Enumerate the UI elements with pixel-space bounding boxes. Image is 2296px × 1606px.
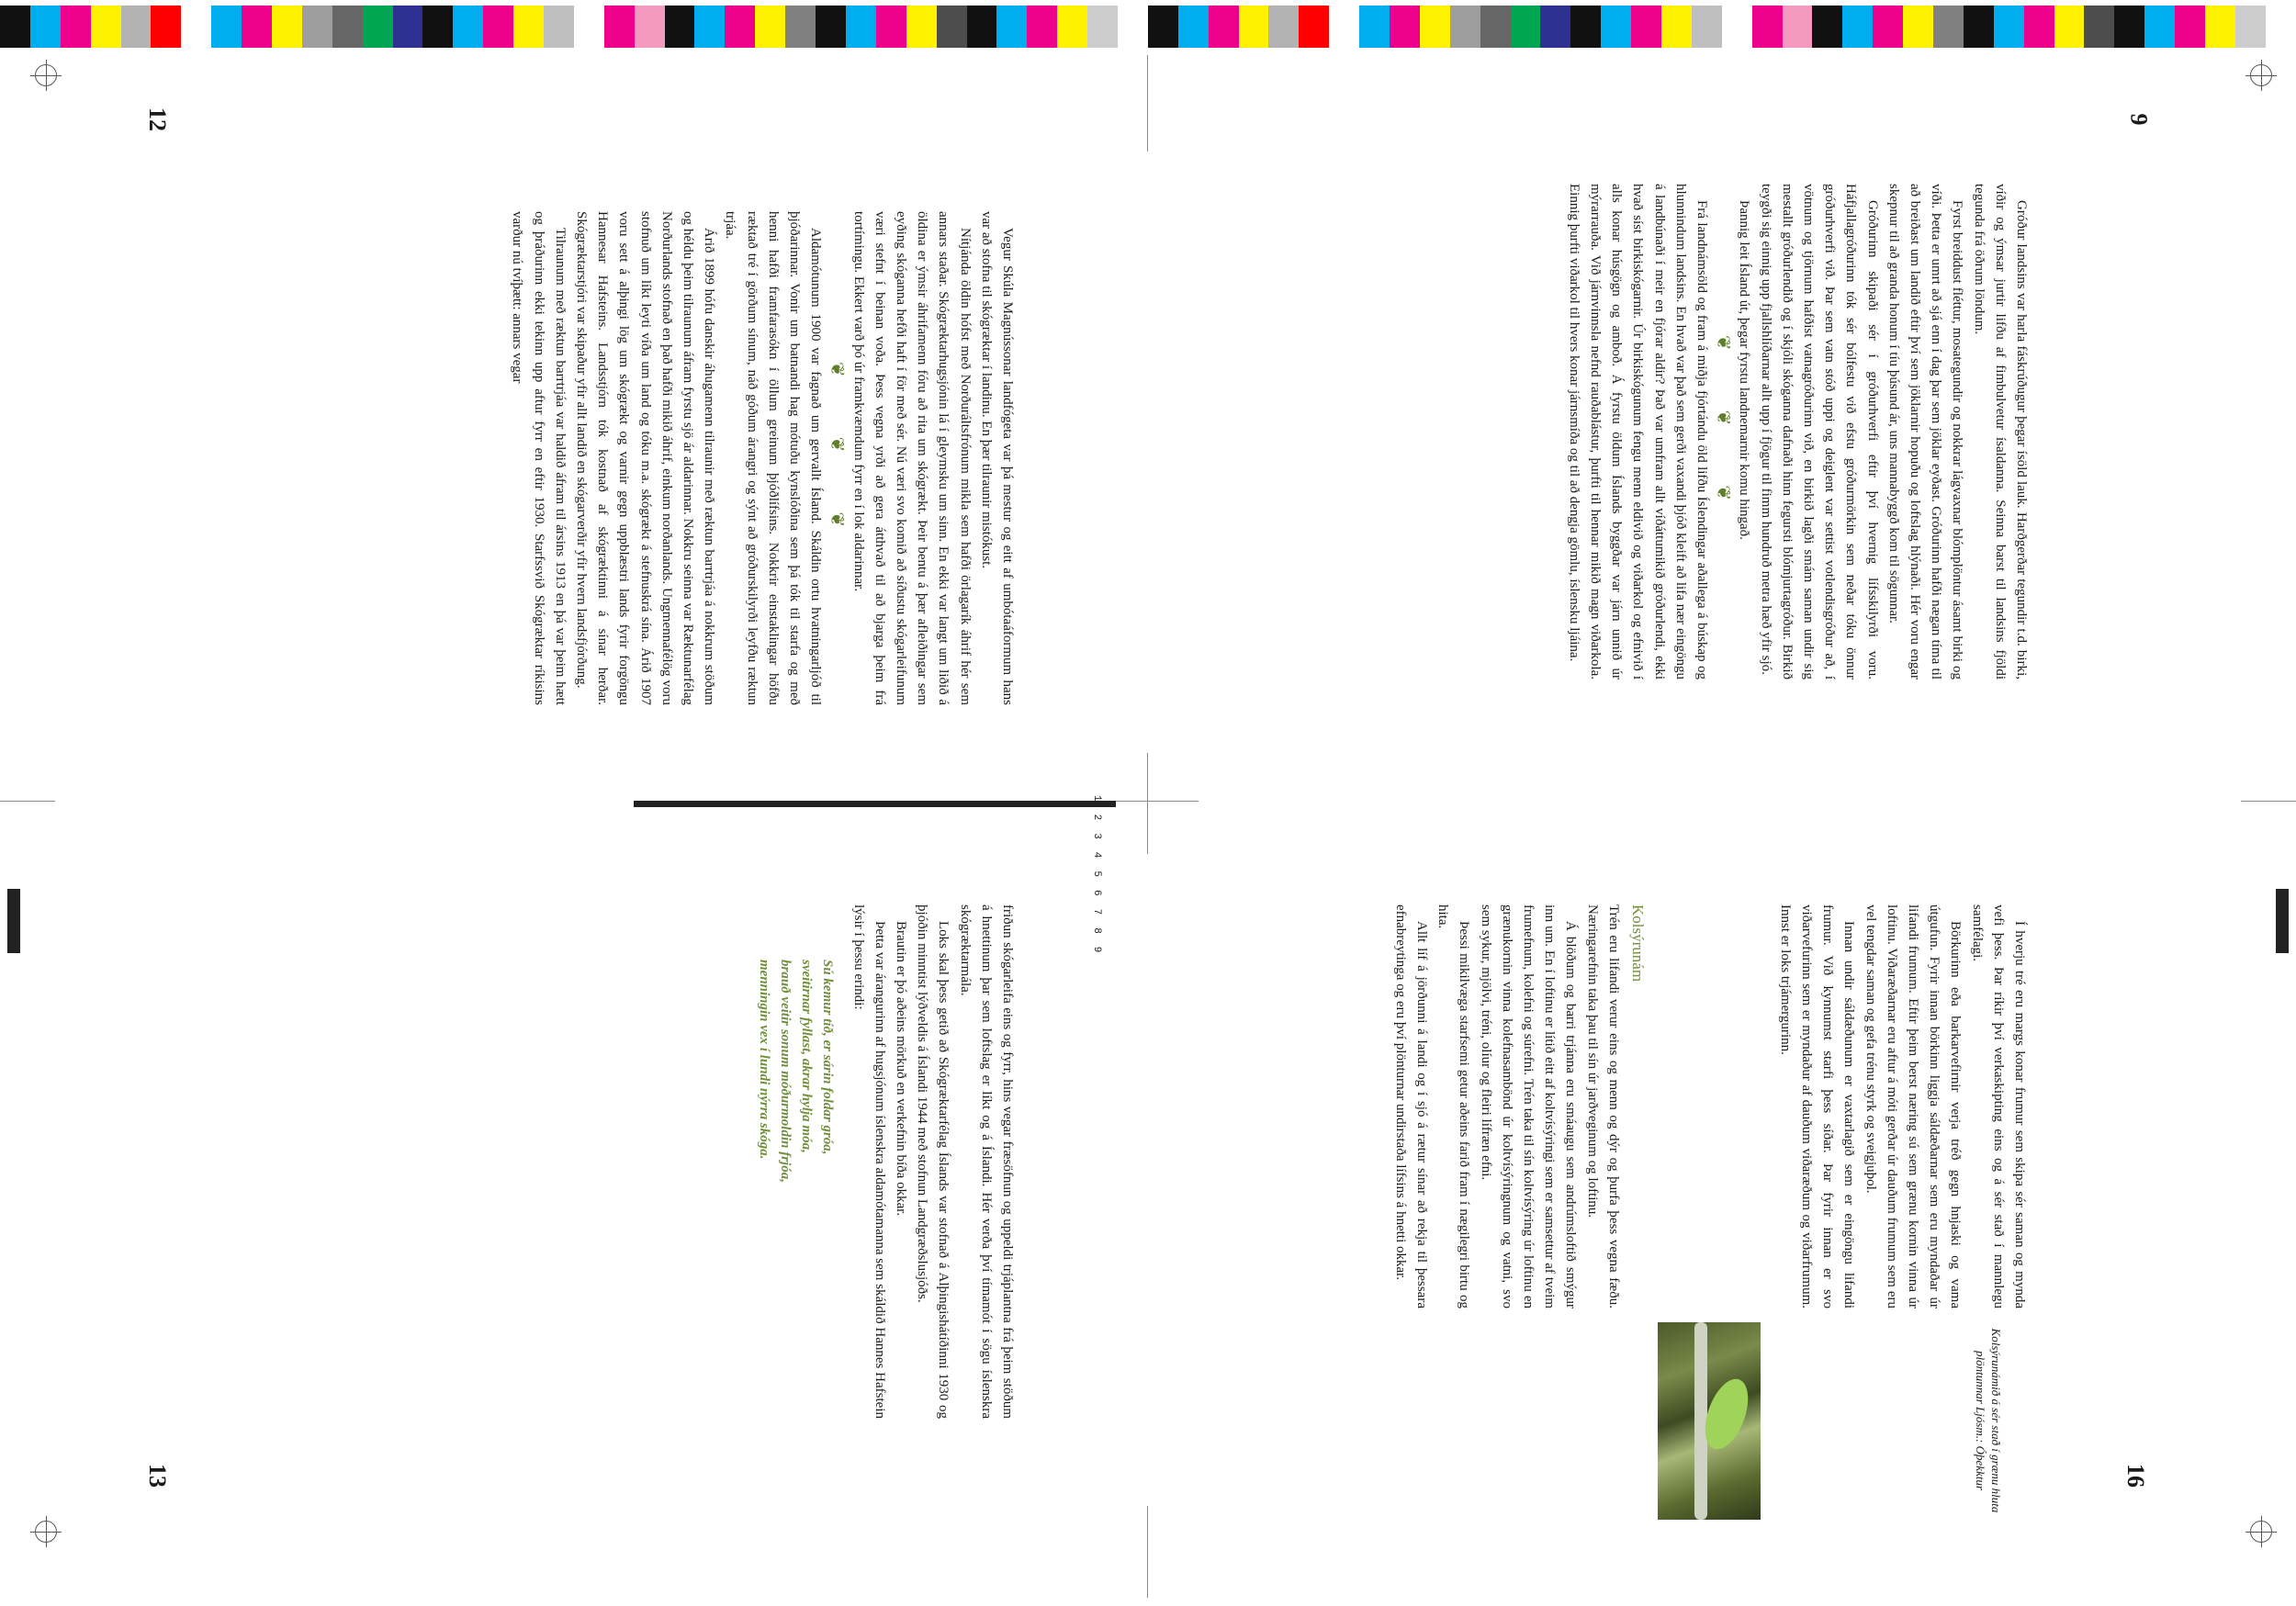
poem [753, 904, 838, 1419]
calibration-swatch [1511, 6, 1541, 48]
calibration-swatch [1783, 6, 1813, 48]
calibration-swatch [1178, 6, 1209, 48]
calibration-swatch [1118, 6, 1148, 48]
page-number-13: 13 [144, 1464, 171, 1488]
calibration-swatch [2024, 6, 2054, 48]
paragraph: Brautin er þó aðeins mörkuð en verkefnin bíða okkar. [893, 921, 908, 1217]
calibration-swatch [2084, 6, 2114, 48]
calibration-swatch [302, 6, 332, 48]
calibration-swatch [544, 6, 574, 48]
poem-line: Sú kemur tíð, er sárin foldar gróa, [820, 960, 836, 1155]
paragraph: Þetta var árangurinn af hugsjónum íslenskra aldamótamanna sem skáldið Hannes Hafstein lýsir í þessu erindi: [850, 904, 887, 1419]
calibration-swatch [91, 6, 121, 48]
calibration-swatch [272, 6, 302, 48]
calibration-swatch [211, 6, 242, 48]
calibration-swatch [483, 6, 513, 48]
calibration-swatch [422, 6, 453, 48]
calibration-swatch [2114, 6, 2144, 48]
fold-mark-h-left [0, 801, 55, 802]
page-number-12: 12 [144, 107, 171, 131]
calibration-swatch [1752, 6, 1783, 48]
leaf-ornament: ❦ ❦ ❦ [827, 361, 848, 556]
calibration-swatch [816, 6, 846, 48]
registration-mark-bl [35, 1521, 57, 1543]
calibration-swatch [574, 6, 604, 48]
side-tab-right [2276, 889, 2289, 953]
paragraph: Í hverju tré eru margs konar frumur sem skipa sér saman og mynda vefi þess. Þar ríkir því verkaskipting eins og á sér stað í mannlegu samfélagi. [1969, 904, 2027, 1308]
calibration-swatch [121, 6, 152, 48]
calibration-swatch [393, 6, 423, 48]
poem-line: brauð veitir sonum móðurmoldin frjóa, [777, 960, 793, 1183]
calibration-swatch [996, 6, 1027, 48]
calibration-swatch [1842, 6, 1873, 48]
calibration-swatch [1239, 6, 1269, 48]
calibration-swatch [2205, 6, 2235, 48]
calibration-swatch [2175, 6, 2205, 48]
page-13-text [753, 904, 1018, 1419]
calibration-swatch [906, 6, 937, 48]
calibration-swatch [1570, 6, 1601, 48]
registration-mark-tr [2250, 64, 2272, 86]
calibration-swatch [2266, 6, 2296, 48]
page-number-9: 9 [2125, 113, 2153, 126]
poem-line: menningin vex í lundi nýrra skóga. [756, 960, 771, 1160]
imposition-numbers: 123456789 [1091, 795, 1102, 966]
paragraph: Þannig leit Ísland út, þegar fyrstu landnemarnir komu hingað. [1737, 200, 1752, 540]
calibration-swatch [694, 6, 725, 48]
fold-mark-h-right [2241, 801, 2296, 802]
paragraph: Gróður landsins var harla fáskrúðugur þegar ísöld lauk. Harðgerðar tegundir t.d. birki, víðir og ýmsar jurtir lifðu af fimbulvetur ísaldanna. Seinna barst til landsins fjöldi tegunda frá öðrum löndum. [1971, 184, 2029, 679]
section-heading: Kolsýrunám [1629, 904, 1647, 983]
calibration-swatch [635, 6, 665, 48]
calibration-swatch [242, 6, 272, 48]
calibration-swatch [1661, 6, 1692, 48]
calibration-swatch [0, 6, 30, 48]
calibration-swatch [332, 6, 363, 48]
paragraph: Allt líf á jörðunni á landi og í sjó á rætur sínar að rekja til þessara efnabreytinga og eru því plönturnar undirstaða lífsins á hnetti okkar. [1392, 904, 1429, 1308]
registration-mark-br [2250, 1521, 2272, 1543]
calibration-swatch [1873, 6, 1903, 48]
calibration-swatch [785, 6, 816, 48]
calibration-swatch [1480, 6, 1511, 48]
calibration-swatch [513, 6, 544, 48]
calibration-swatch [1329, 6, 1359, 48]
calibration-swatch [1994, 6, 2024, 48]
paragraph: Frá landnámsöld og fram á miðja fjórtándu öld lifðu Íslendingar aðallega á búskap og hlunnindum landsins. En hvað var það sem gerði vaxandi þjóð kleift að lifa nær eingöngu á landbúnaði í meir en fjórar aldir? Það var umfram allt víðáttumikið gróðurlendi, ekki hvað síst birkiskógarnir. Úr birkiskógunum fengu menn eldivið og viðarkol og efnivið í alls konar húsgögn og amboð. Á fyrstu öldum Íslands byggðar var járn unnið úr mýrarrauða. Við járnvinnsla nefnd rauðablástur, þurfti til hennar mikið magn viðarkola. Einnig þurfti viðarkol til hvers konar járnsmíða og til að dengja gömlu, íslensku ljáina. [1566, 184, 1709, 679]
paragraph: Vegur Skúla Magnússonar landfógeta var þá mestur og eitt af umbótaáformum hans var að stofna til skógræktar í landinu. En þær tilraunir mistókust. [978, 211, 1015, 705]
leaf-photo [1658, 1322, 1761, 1520]
calibration-swatch [1601, 6, 1631, 48]
paragraph: Innan undir sáldæðunum er vaxtarlagið sem er eingöngu lifandi frumur. Við kynnumst starfi þess síðar. Þar fyrir innan er svo viðarvefurinn sem er myndaður af dauðum viðaræðum og viðarfrumum. Innst er loks trjámergurinn. [1777, 904, 1857, 1308]
page-16-text-bottom [1390, 904, 1649, 1308]
calibration-swatch [1299, 6, 1329, 48]
calibration-swatch [725, 6, 755, 48]
calibration-swatch [1087, 6, 1118, 48]
fold-mark-top [1147, 55, 1148, 152]
paragraph: Trén eru lifandi verur eins og menn og dýr og þurfa þess vegna fæðu. Næringarefnin taka þau til sín úr jarðveginum og loftinu. [1584, 904, 1621, 1308]
photo-caption: Kolsýrunámið á sér stað í grænu hluta plöntunnar Ljósm.: Óþekktur [1974, 1328, 2003, 1513]
paragraph: Börkurinn eða barkarvefirnir verja tréð gegn hnjaski og vama útgufun. Fyrir innan börkinn liggja sáldæðarnar sem eru myndaðar úr lifandi frumum. Eftir þeim berst næring sú sem grænu kornin vinna úr loftinu. Viðaræðarnar eru aftur á móti gerðar úr dauðum frumum sem eru vel tengdar saman og gefa trénu styrk og sveigjuþol. [1863, 904, 1964, 1308]
calibration-swatch [967, 6, 997, 48]
fold-mark-bottom [1147, 1506, 1148, 1598]
calibration-swatch [1631, 6, 1661, 48]
calibration-swatch [453, 6, 483, 48]
paragraph: Aldamótunum 1900 var fagnað um gervallt Ísland. Skáldin ortu hvatningarljóð til þjóðarinnar. Vonir um batnandi hag mótuðu kynslóðina sem þá tók til starfa og með henni hafði framfarasókn í öllum greinum þjóðlífsins. Nokkrir einstaklingar höfðu ræktað tré í görðum sínum, náð góðum árangri og sýnt að gróðurskilyrði leyfðu ræktun trjáa. [723, 211, 824, 705]
fold-mark-mid [1147, 753, 1148, 854]
page-number-16: 16 [2122, 1464, 2149, 1488]
paragraph: Árið 1899 hófu danskir áhugamenn tilraunir með ræktun barrtrjáa á nokkrum stöðum og héldu þeim tilraunum áfram fyrstu sjö ár aldarinnar. Nokkru seinna var Ræktunarfélag Norðurlands stofnað en það hafði mikið áhrif, einkum norðanlands. Ungmennafélög voru stofnuð um líkt leyti víða um land og tóku m.a. skógrækt á stefnuskrá sína. Árið 1907 voru sett á alþingi lög um skógrækt og varnir gegn uppblæstri lands fyrir forgöngu Hannesar Hafsteins. Landsstjórn tók kostnað af skógræktinni á sínar herðar. Skógræktarstjóri var skipaður yfir allt landið en skógarverðir yfir hvern landsfjórðung. [573, 211, 717, 705]
calibration-swatch [1964, 6, 1994, 48]
paragraph: Þessi mikilvæga starfsemi getur aðeins farið fram í nægilegri birtu og hita. [1435, 904, 1472, 1308]
calibration-swatch [2054, 6, 2085, 48]
calibration-swatch [1057, 6, 1087, 48]
calibration-swatch [1268, 6, 1299, 48]
calibration-swatch [151, 6, 181, 48]
paragraph: Á blöðum og barri trjánna eru smáaugu sem andrúmsloftið smýgur inn um. En í loftinu er lítið eitt af koltvísýringi sem er samsettur af tveim frumefnum, kolefni og súrefni. Trén taka til sín koltvísýring úr loftinu en grænukornin vinna kolefnasambönd úr koltvísýringnum og vatni, svo sem sykur, mjölvi, tréni, olíur og fleiri lífræn efni. [1478, 904, 1579, 1308]
calibration-swatch [1420, 6, 1450, 48]
calibration-swatch [2235, 6, 2266, 48]
calibration-swatch [1903, 6, 1933, 48]
paragraph: Loks skal þess getið að Skógræktarfélag Íslands var stofnað á Alþingishátíðinni 1930 og þjóðin minntist lýðveldis á Íslandi 1944 með stofnun Landgræðslusjóðs. [915, 904, 951, 1419]
leaf-ornament: ❦ ❦ ❦ [1713, 334, 1734, 529]
calibration-swatch [1359, 6, 1390, 48]
calibration-swatch [1390, 6, 1420, 48]
calibration-swatch [1540, 6, 1570, 48]
side-tab-left [7, 889, 20, 953]
paragraph: friðun skógarleifa eins og fyrr, hins vegar fræsöfnun og uppeldi trjáplantna frá þeim stöðum á hnettinum þar sem loftslag er líkt og á Íslandi. Hér verða því tímamót í sögu íslenskra skógræktarmála. [957, 904, 1015, 1419]
paragraph: Tilraunum með ræktun barrtrjáa var haldið áfram til ársins 1913 en þá var þeim hætt og þráðurinn ekki tekinn upp aftur fyrr en eftir 1930. Starfssvið Skógræktar ríkisins varður nú tvíþætt: annars vegar [510, 211, 568, 705]
poem-line: sveitirnar fyllast, akrar hylja móa, [799, 960, 815, 1153]
calibration-swatch [1722, 6, 1752, 48]
calibration-swatch [665, 6, 695, 48]
calibration-swatch [363, 6, 393, 48]
page-9-text [1563, 184, 2032, 679]
calibration-swatch [30, 6, 61, 48]
calibration-swatch [937, 6, 967, 48]
registration-mark-tl [35, 64, 57, 86]
calibration-swatch [1209, 6, 1239, 48]
page-12-text [506, 211, 1018, 705]
calibration-swatch [1148, 6, 1178, 48]
calibration-swatch [2144, 6, 2175, 48]
calibration-swatch [604, 6, 635, 48]
calibration-swatch [755, 6, 785, 48]
paragraph: Fyrst breiddust fléttur, mosategundir og nokkrar lágvaxnar blómplöntur ásamt birki og víði. Þetta er umrt að sjá enn í dag þar sem jöklar eyðast. Gróðurinn hafði nægan tíma til að breiðast um landið eftir því sem jöklarnir hopuðu og loftslag hlýnaði. Hér voru engar skepnur til að granda honum í tíu þúsund ár, uns mannabyggð kom til sögunnar. [1885, 184, 1965, 679]
paragraph: Nítjánda öldin hófst með Norðuráltsfrónum mikla sem hafði örlagarík áhrif hér sem annars staðar. Skógræktarhugsjónin lá í gleymsku um sinn. En ekki var langt um liðið á öldina er ýmsir áhrifamenn fóru að rita um skógrækt. Þeir bentu á þær afleiðingar sem eyðing skóganna hefði haft í för með sér. Nú væri svo komið að síðustu skógarleifunum væri stefnt í beinan voða. Þess vegna yrði að gera átthvað til að bjarga þeim frá tortímingu. Ekkert varð þó úr framkvæmdum fyrr en í lok aldarinnar. [850, 211, 973, 705]
color-calibration-strip [0, 6, 2296, 48]
imposition-bar [634, 801, 1116, 807]
calibration-swatch [846, 6, 876, 48]
calibration-swatch [61, 6, 91, 48]
calibration-swatch [1692, 6, 1722, 48]
calibration-swatch [1450, 6, 1480, 48]
page-16-text-top [1774, 904, 2030, 1308]
calibration-swatch [1933, 6, 1964, 48]
calibration-swatch [181, 6, 211, 48]
calibration-swatch [876, 6, 906, 48]
calibration-swatch [1027, 6, 1057, 48]
calibration-swatch [1812, 6, 1842, 48]
paragraph: Gróðurinn skipaði sér í gróðurhverfi eftir því hvernig lífsskilyrði voru. Háfjallagróðurinn tók sér bólfestu við efstu gróðurmörkin sem neðar tóku önnur gróðurhverfi við. Þar sem vatn stóð uppi og deiglent var settist votlendisgróður að, í vötnum og tjörnum hafðist vatnagróðurinn við, en birkið lagði smám saman undir sig mestallt gróðurlendið og í skjóli skóganna dafnaði hinn fegursti blómjurtagróður. Birkið teygði sig einnig upp fjallshlíðarnar allt upp í fjögur til fimm hundruð metra hæð yfir sjó. [1758, 184, 1880, 679]
